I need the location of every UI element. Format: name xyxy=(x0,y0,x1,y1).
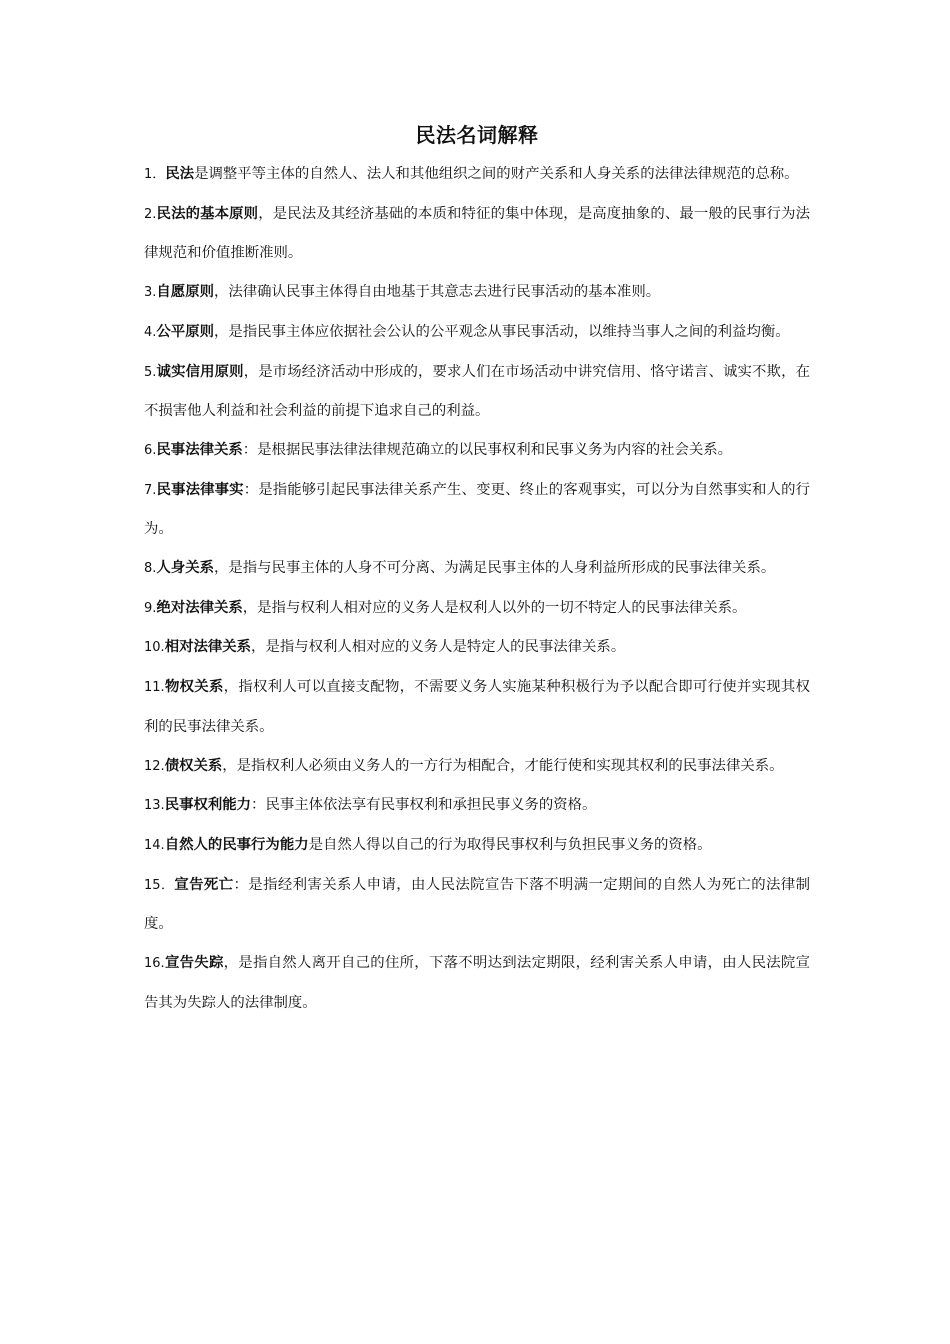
entry-number: 8. xyxy=(144,561,157,577)
entry-definition: ，是指与权利人相对应的义务人是权利人以外的一切不特定人的民事法律关系。 xyxy=(242,599,747,616)
entry-paragraph xyxy=(144,313,810,353)
entry-paragraph xyxy=(144,866,810,944)
entry-paragraph xyxy=(144,944,810,1022)
entry-number: 16. xyxy=(144,956,165,972)
entry-term: 宣告失踪 xyxy=(164,955,224,972)
entry-definition: ：是指能够引起民事法律关系产生、变更、终止的客观事实，可以分为自然事实和人的行为。 xyxy=(144,481,810,538)
entry-paragraph xyxy=(144,589,810,629)
entry-number: 6. xyxy=(144,442,157,458)
entry-number: 4. xyxy=(144,324,157,340)
entry-term: 民事权利能力 xyxy=(164,797,252,814)
entry-number: 1． xyxy=(144,167,166,182)
entry-definition: ，是指与权利人相对应的义务人是特定人的民事法律关系。 xyxy=(251,639,626,656)
entry-term: 债权关系 xyxy=(164,757,223,774)
entry-paragraph xyxy=(144,353,810,431)
entry-term: 宣告死亡 xyxy=(174,876,234,893)
entry-term: 人身关系 xyxy=(156,560,214,577)
entry-definition: ，是指与民事主体的人身不可分离、为满足民事主体的人身利益所形成的民事法律关系。 xyxy=(213,560,776,577)
entry-term: 相对法律关系 xyxy=(164,639,252,656)
entry-paragraph xyxy=(144,273,810,313)
entry-number: 13. xyxy=(144,798,165,814)
entry-definition: ：民事主体依法享有民事权利和承担民事义务的资格。 xyxy=(251,797,597,814)
entry-paragraph xyxy=(144,668,810,746)
document-title: 民法名词解释 xyxy=(415,123,539,147)
entry-paragraph xyxy=(144,195,810,273)
entry-term: 公平原则 xyxy=(156,323,214,340)
entry-paragraph xyxy=(144,155,810,195)
entry-definition: ，是指民事主体应依据社会公认的公平观念从事民事活动，以维持当事人之间的利益均衡。 xyxy=(213,323,790,340)
entry-term: 民事法律关系 xyxy=(156,441,243,458)
entry-term: 民事法律事实 xyxy=(156,481,244,498)
entry-definition: ，是民法及其经济基础的本质和特征的集中体现，是高度抽象的、最一般的民事行为法律规范和价值推断准则。 xyxy=(144,205,810,262)
entry-definition: ，是市场经济活动中形成的，要求人们在市场活动中讲究信用、恪守诺言、诚实不欺，在不损害他人利益和社会利益的前提下追求自己的利益。 xyxy=(144,363,810,420)
entry-number: 2. xyxy=(144,206,157,222)
entry-term: 民法 xyxy=(165,166,195,182)
entry-number: 7. xyxy=(144,482,157,498)
entry-paragraph xyxy=(144,471,810,549)
entry-number: 12. xyxy=(144,758,165,774)
entry-paragraph xyxy=(144,628,810,668)
entry-definition: 是自然人得以自己的行为取得民事权利与负担民事义务的资格。 xyxy=(308,836,712,853)
entry-term: 民法的基本原则 xyxy=(156,205,259,222)
entry-definition: ，是指自然人离开自己的住所，下落不明达到法定期限，经利害关系人申请，由人民法院宣告其为失踪人的法律制度。 xyxy=(144,955,810,1011)
entry-definition: ，法律确认民事主体得自由地基于其意志去进行民事活动的基本准则。 xyxy=(213,284,661,301)
entry-definition: ，指权利人可以直接支配物，不需要义务人实施某种积极行为予以配合即可行使并实现其权利的民事法律关系。 xyxy=(144,679,810,735)
entry-term: 自愿原则 xyxy=(156,284,214,301)
entry-term: 绝对法律关系 xyxy=(156,599,243,616)
entry-definition: ：是指经利害关系人申请，由人民法院宣告下落不明满一定期间的自然人为死亡的法律制度。 xyxy=(144,876,810,933)
entry-term: 诚实信用原则 xyxy=(156,363,244,380)
entry-definition: ，是指权利人必须由义务人的一方行为相配合，才能行使和实现其权利的民事法律关系。 xyxy=(222,757,784,774)
entry-number: 11. xyxy=(144,680,165,696)
entry-number: 15． xyxy=(144,877,175,893)
entry-list xyxy=(144,155,810,1022)
entry-paragraph xyxy=(144,549,810,589)
entry-number: 5. xyxy=(144,364,157,380)
entry-paragraph xyxy=(144,431,810,471)
entry-number: 14. xyxy=(144,837,165,853)
entry-term: 自然人的民事行为能力 xyxy=(164,836,309,853)
entry-definition: 是调整平等主体的自然人、法人和其他组织之间的财产关系和人身关系的法律法律规范的总称。 xyxy=(194,166,799,182)
entry-definition: ：是根据民事法律法律规范确立的以民事权利和民事义务为内容的社会关系。 xyxy=(242,441,733,458)
entry-number: 3. xyxy=(144,285,157,301)
entry-number: 9. xyxy=(144,600,157,616)
entry-number: 10. xyxy=(144,640,165,656)
entry-paragraph xyxy=(144,747,810,787)
entry-term: 物权关系 xyxy=(164,679,224,696)
entry-paragraph xyxy=(144,826,810,866)
entry-paragraph xyxy=(144,786,810,826)
